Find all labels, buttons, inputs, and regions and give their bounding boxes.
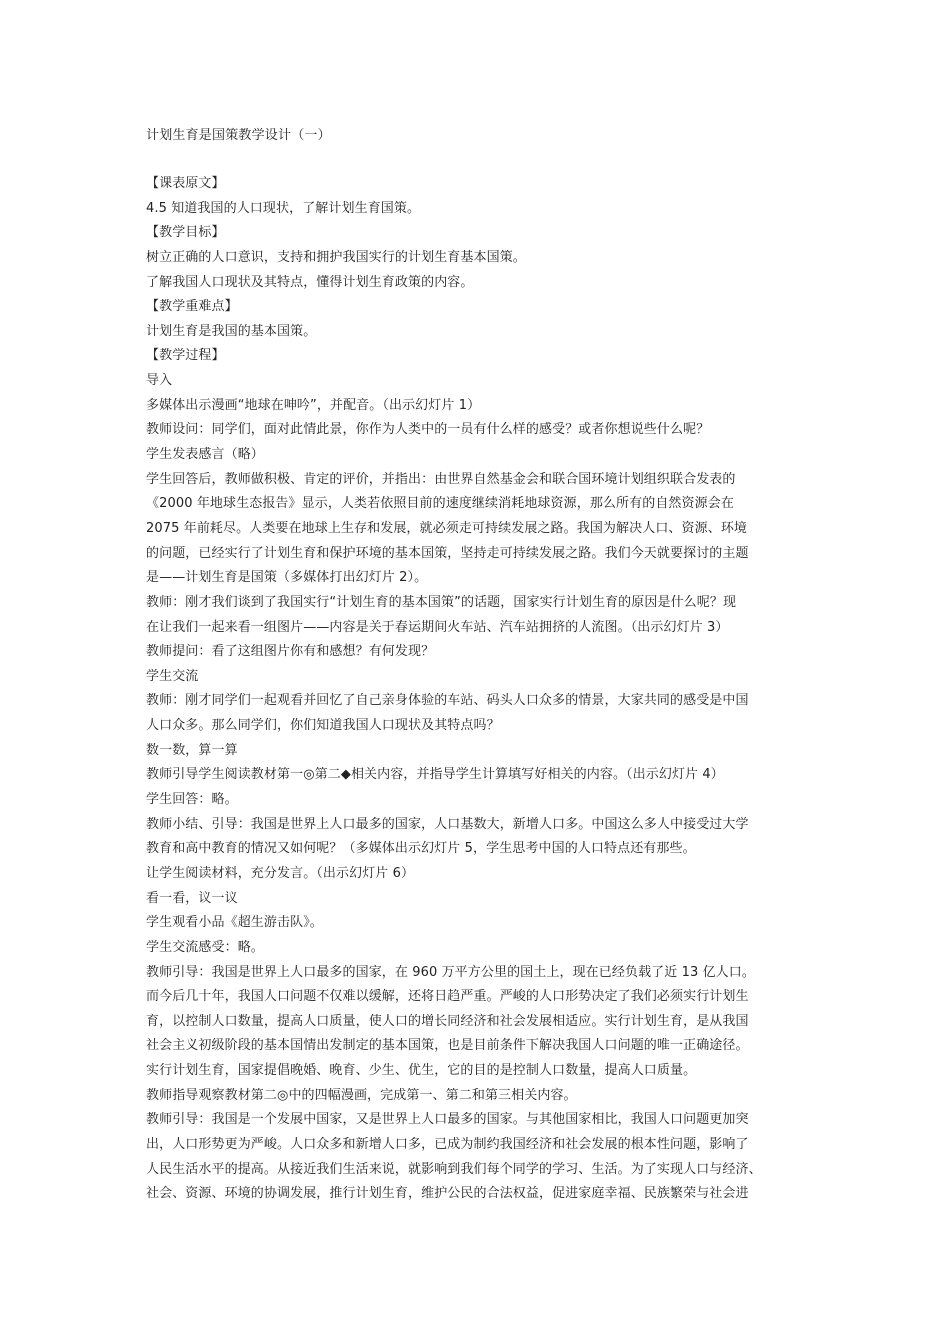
text-line: 育，以控制人口数量，提高人口质量，使人口的增长同经济和社会发展相适应。实行计划生育，是从我国 [146,1013,749,1029]
text-line: 在让我们一起来看一组图片——内容是关于春运期间火车站、汽车站拥挤的人流图。（出示幻灯片 3） [146,619,729,635]
document-title: 计划生育是国策教学设计（一） [146,128,331,143]
text-line: 树立正确的人口意识，支持和拥护我国实行的计划生育基本国策。 [146,249,526,265]
text-line: 4.5 知道我国的人口现状，了解计划生育国策。 [146,200,421,216]
text-line: 学生回答：略。 [146,792,238,808]
text-line: 【教学目标】 [146,225,225,241]
text-line: 计划生育是我国的基本国策。 [146,323,317,339]
text-line: 教师引导：我国是世界上人口最多的国家，在 960 万平方公里的国土上，现在已经负载了近 13 亿人口。 [146,964,755,980]
text-line: 让学生阅读材料，充分发言。（出示幻灯片 6） [146,865,415,881]
text-line: 教师引导学生阅读教材第一◎第二◆相关内容，并指导学生计算填写好相关的内容。（出示幻灯片 4） [146,767,724,783]
text-line: 学生回答后，教师做积极、肯定的评价，并指出：由世界自然基金会和联合国环境计划组织联合发表的 [146,471,736,487]
text-line: 学生发表感言（略） [146,447,264,463]
text-line: 教师提问：看了这组图片你有和感想？有何发现？ [146,644,435,660]
text-line: 【课表原文】 [146,176,225,191]
text-line: 学生交流 [146,668,199,684]
text-line: 多媒体出示漫画“地球在呻吟”，并配音。（出示幻灯片 1） [146,397,481,413]
text-line: 教师引导：我国是一个发展中国家，又是世界上人口最多的国家。与其他国家相比，我国人口问题更加突 [146,1112,749,1128]
text-line: 的问题，已经实行了计划生育和保护环境的基本国策，坚持走可持续发展之路。我们今天就要探讨的主题 [146,545,749,561]
text-line: 【教学重难点】 [146,299,238,315]
text-line: 教师小结、引导：我国是世界上人口最多的国家，人口基数大，新增人口多。中国这么多人中接受过大学 [146,816,749,832]
text-line: 导入 [146,373,173,389]
text-line: 实行计划生育，国家提倡晚婚、晚育、少生、优生，它的目的是控制人口数量，提高人口质量。 [146,1063,697,1079]
text-line: 学生观看小品《超生游击队》。 [146,915,323,931]
text-line: 看一看，议一议 [146,890,238,906]
text-line: 教师：刚才我们谈到了我国实行“计划生育的基本国策”的话题，国家实行计划生育的原因是什么呢？现 [146,594,737,610]
document-body [146,172,816,1207]
text-line: 社会、资源、环境的协调发展，推行计划生育，维护公民的合法权益，促进家庭幸福、民族繁荣与社会进 [146,1186,749,1202]
text-line: 教师指导观察教材第二◎中的四幅漫画，完成第一、第二和第三相关内容。 [146,1087,577,1103]
text-line: 出，人口形势更为严峻。人口众多和新增人口多，已成为制约我国经济和社会发展的根本性问题，影响了 [146,1136,749,1152]
text-line: 人口众多。那么同学们，你们知道我国人口现状及其特点吗？ [146,718,500,734]
text-line: 了解我国人口现状及其特点，懂得计划生育政策的内容。 [146,274,474,290]
text-line: 《2000 年地球生态报告》显示，人类若依照目前的速度继续消耗地球资源，那么所有的自然资源会在 [146,496,734,512]
text-line: 人民生活水平的提高。从接近我们生活来说，就影响到我们每个同学的学习、生活。为了实现人口与经济、 [146,1161,762,1177]
text-line: 教师设问：同学们，面对此情此景，你作为人类中的一员有什么样的感受？或者你想说些什么呢？ [146,422,710,438]
text-line: 数一数，算一算 [146,742,238,758]
text-line: 学生交流感受：略。 [146,939,264,955]
text-line: 教师：刚才同学们一起观看并回忆了自己亲身体验的车站、码头人口众多的情景，大家共同的感受是中国 [146,693,749,709]
text-line: 2075 年前耗尽。人类要在地球上生存和发展，就必须走可持续发展之路。我国为解决人口、资源、环境 [146,520,748,536]
text-line: 而今后几十年，我国人口问题不仅难以缓解，还将日趋严重。严峻的人口形势决定了我们必须实行计划生 [146,989,749,1005]
text-line: 社会主义初级阶段的基本国情出发制定的基本国策，也是目前条件下解决我国人口问题的唯一正确途径。 [146,1038,749,1054]
text-line: 【教学过程】 [146,348,225,364]
text-line: 是——计划生育是国策（多媒体打出幻灯片 2）。 [146,570,428,586]
text-line: 教育和高中教育的情况又如何呢？（多媒体出示幻灯片 5，学生思考中国的人口特点还有那些。 [146,841,696,857]
